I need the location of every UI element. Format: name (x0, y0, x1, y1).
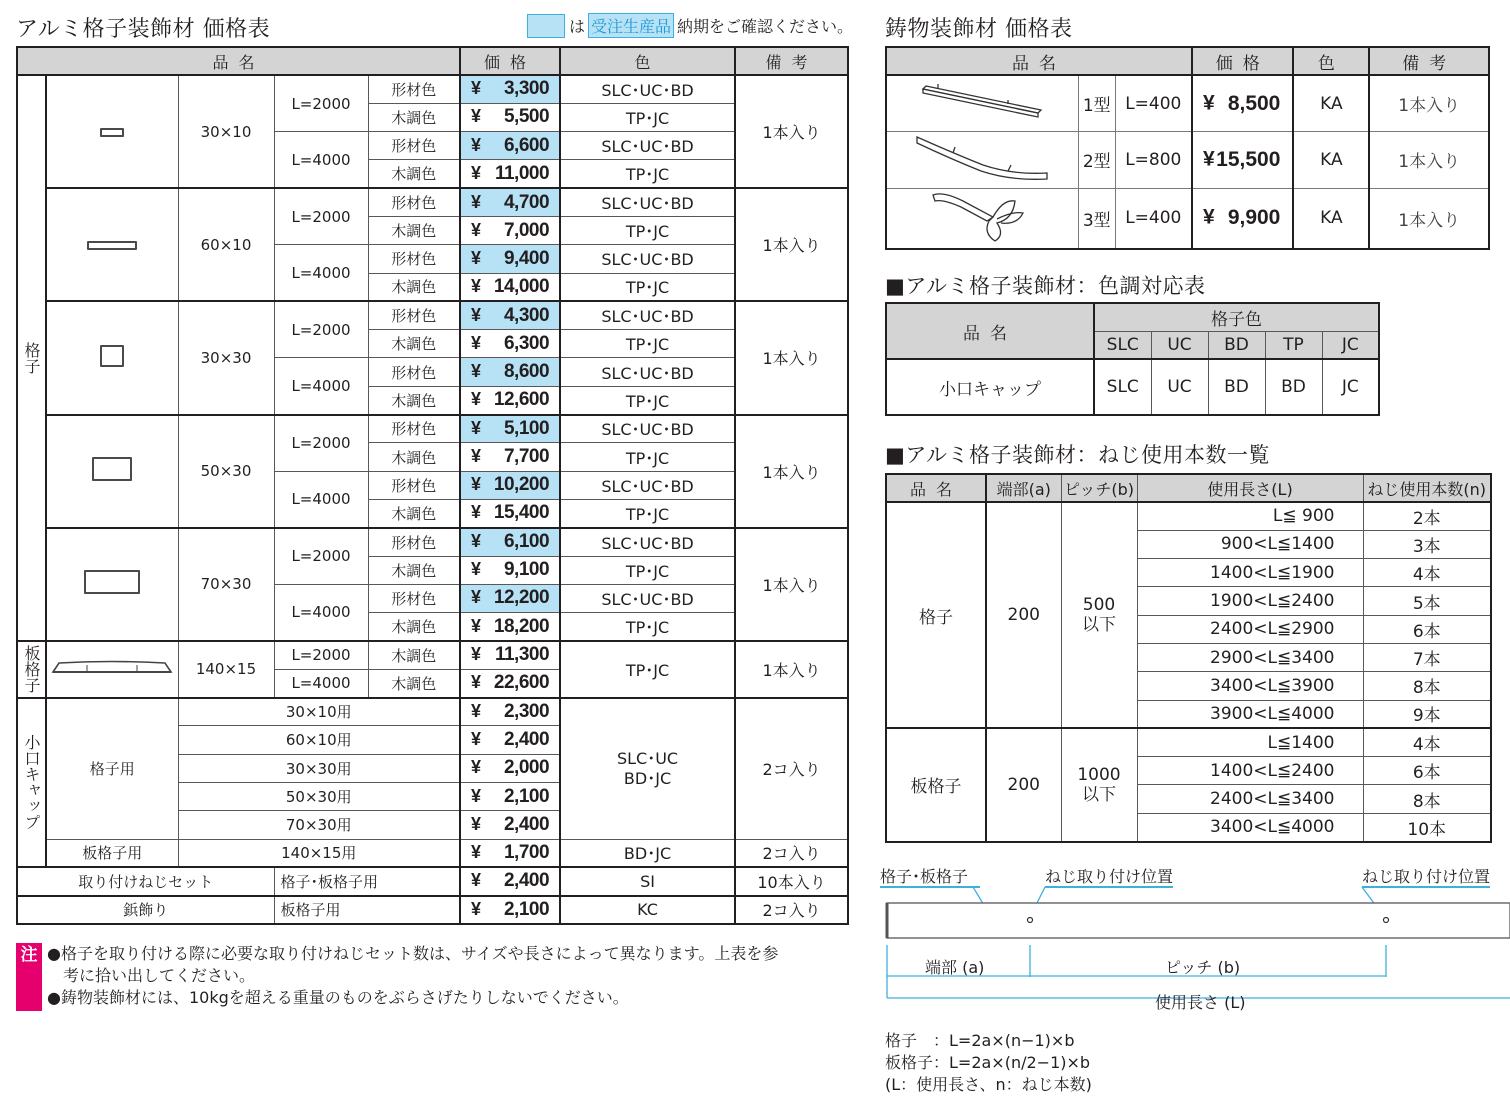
table-header-row (886, 474, 1491, 502)
price: ¥ 18,200 (460, 613, 560, 641)
price: ¥ 1,700 (460, 839, 560, 867)
cap-size: 70×30用 (178, 811, 460, 839)
cell: BD (1208, 359, 1265, 415)
board-lattice-section-icon (46, 641, 178, 698)
table-row (17, 301, 848, 329)
table-header-row (886, 47, 1489, 75)
screw-count: 10本 (1363, 813, 1491, 841)
header-name: 品名 (886, 303, 1094, 359)
finish: 木調色 (368, 641, 460, 669)
profile-section-icon (46, 188, 178, 301)
length: L=4000 (274, 245, 368, 302)
alumi-price-table (16, 46, 849, 925)
made-to-order-legend (527, 13, 853, 38)
note-line-1: ●格子を取り付ける際に必要な取り付けねじセット数は、サイズや長さによって異なります。上表を参 (47, 944, 779, 963)
size: 30×10 (178, 75, 274, 188)
table-row (17, 698, 848, 726)
table-header-row (886, 303, 1379, 331)
cast-price: ¥ 15,500 (1192, 132, 1293, 189)
price: ¥ 3,300 (460, 75, 560, 103)
color: SI (560, 867, 735, 895)
cap-size: 30×10用 (178, 698, 460, 726)
finish: 形材色 (368, 528, 460, 556)
cast-color: KA (1293, 132, 1369, 189)
size: 140×15 (178, 641, 274, 698)
price: ¥ 7,700 (460, 443, 560, 471)
length: L=4000 (274, 358, 368, 415)
price: ¥ 4,700 (460, 188, 560, 216)
color: SLC･UC･BD (560, 132, 735, 160)
formula-board-lattice: 板格子：L=2a×(n/2−1)×b (885, 1053, 1091, 1072)
header-price: 価格 (460, 47, 560, 75)
table-row (17, 75, 848, 103)
straight-bar-icon (886, 75, 1079, 132)
row-name: 小口キャップ (886, 359, 1094, 415)
length: L=4000 (274, 132, 368, 189)
price: ¥ 2,400 (460, 811, 560, 839)
legend-is: は (569, 17, 586, 36)
cell: BD (1265, 359, 1322, 415)
price: ¥ 9,100 (460, 556, 560, 584)
note-line-2: 考に拾い出してください。 (47, 966, 256, 985)
cast-color: KA (1293, 75, 1369, 132)
note: 2コ入り (735, 896, 848, 924)
formula-lattice: 格子 ：L=2a×(n−1)×b (885, 1031, 1075, 1050)
profile-section-icon (46, 75, 178, 188)
price: ¥ 5,500 (460, 103, 560, 131)
made-to-order-chip: 受注生産品 (588, 13, 674, 38)
color-correspondence-table (885, 302, 1380, 416)
header-note: 備考 (735, 47, 848, 75)
note: 1本入り (735, 301, 848, 414)
size: 30×30 (178, 301, 274, 414)
cast-price: ¥ 9,900 (1192, 188, 1293, 249)
price: ¥ 14,000 (460, 273, 560, 301)
use-length: 3400<L≦4000 (1137, 813, 1363, 841)
table-row (886, 75, 1489, 132)
screw-table-title: ■アルミ格子装飾材：ねじ使用本数一覧 (885, 443, 1270, 467)
color: TP･JC (560, 103, 735, 131)
table-row (886, 728, 1491, 756)
finish: 木調色 (368, 330, 460, 358)
use-length: 1400<L≦1900 (1137, 559, 1363, 587)
screw-hole-icon (1384, 918, 1389, 923)
screw-count: 6本 (1363, 757, 1491, 785)
price: ¥ 2,000 (460, 754, 560, 782)
length: L=4000 (274, 584, 368, 641)
table-row (17, 528, 848, 556)
col-slc: SLC (1094, 331, 1151, 359)
screw-count: 5本 (1363, 587, 1491, 615)
header-lattice-color: 格子色 (1094, 303, 1379, 331)
screw-count: 9本 (1363, 700, 1491, 728)
finish: 木調色 (368, 669, 460, 697)
cast-type: 1型 (1079, 75, 1115, 132)
finish: 形材色 (368, 415, 460, 443)
legend-suffix: 納期をご確認ください。 (677, 17, 854, 36)
color: KC (560, 896, 735, 924)
color: TP･JC (560, 613, 735, 641)
color: TP･JC (560, 216, 735, 244)
price: ¥ 8,600 (460, 358, 560, 386)
cap-size: 60×10用 (178, 726, 460, 754)
cast-color: KA (1293, 188, 1369, 249)
use-length: 2900<L≦3400 (1137, 643, 1363, 671)
table-row (17, 867, 848, 895)
finish: 形材色 (368, 471, 460, 499)
screw-pitch: 500 以下 (1061, 502, 1137, 728)
note: 1本入り (735, 528, 848, 641)
table-row (17, 415, 848, 443)
finish: 形材色 (368, 75, 460, 103)
finish: 木調色 (368, 499, 460, 527)
finish: 形材色 (368, 188, 460, 216)
leaf-bar-icon (886, 188, 1079, 249)
byo-label: 鋲飾り (17, 896, 274, 924)
price: ¥ 2,100 (460, 896, 560, 924)
color: SLC･UC･BD (560, 188, 735, 216)
screw-count-table (885, 473, 1492, 843)
header-name: 品名 (17, 47, 460, 75)
finish: 木調色 (368, 556, 460, 584)
screw-set-use: 格子･板格子用 (274, 867, 460, 895)
price: ¥ 6,100 (460, 528, 560, 556)
color: SLC･UC･BD (560, 245, 735, 273)
cap-size: 30×30用 (178, 754, 460, 782)
color: TP･JC (560, 273, 735, 301)
price: ¥ 22,600 (460, 669, 560, 697)
alumi-title: アルミ格子装飾材 価格表 (16, 17, 271, 42)
cast-price-table (885, 46, 1490, 250)
cap-size: 140×15用 (178, 839, 460, 867)
screw-count: 8本 (1363, 672, 1491, 700)
length: L=2000 (274, 641, 368, 669)
length: L=2000 (274, 528, 368, 585)
table-row (17, 188, 848, 216)
note: 1本入り (735, 188, 848, 301)
formula-legend: (L：使用長さ、n：ねじ本数) (885, 1075, 1092, 1094)
cast-type: 2型 (1079, 132, 1115, 189)
note-tag: 注 (16, 943, 42, 1011)
label-screw-1: ねじ取り付け位置 (1045, 867, 1174, 886)
finish: 木調色 (368, 613, 460, 641)
color: BD･JC (560, 839, 735, 867)
cast-length: L=400 (1115, 188, 1192, 249)
price: ¥ 5,100 (460, 415, 560, 443)
finish: 木調色 (368, 103, 460, 131)
profile-section-icon (46, 415, 178, 528)
category-koshi: 格子 (17, 75, 46, 641)
color: TP･JC (560, 556, 735, 584)
cast-note: 1本入り (1369, 188, 1489, 249)
col-tp: TP (1265, 331, 1322, 359)
use-length: 900<L≦1400 (1137, 530, 1363, 558)
price: ¥ 2,400 (460, 867, 560, 895)
color: TP･JC (560, 330, 735, 358)
length: L=4000 (274, 471, 368, 528)
price: ¥ 12,600 (460, 386, 560, 414)
length: L=4000 (274, 669, 368, 697)
label-end: 端部 (a) (925, 958, 985, 977)
use-length: L≦ 900 (1137, 502, 1363, 530)
cap-size: 50×30用 (178, 782, 460, 810)
byo-use: 板格子用 (274, 896, 460, 924)
color: TP･JC (560, 386, 735, 414)
cap-ita-label: 板格子用 (46, 839, 178, 867)
use-length: L≦1400 (1137, 728, 1363, 756)
finish: 木調色 (368, 160, 460, 188)
use-length: 1400<L≦2400 (1137, 757, 1363, 785)
category-cap: 小口キャップ (17, 698, 46, 868)
screw-count: 2本 (1363, 502, 1491, 530)
cast-note: 1本入り (1369, 132, 1489, 189)
header-price: 価格 (1192, 47, 1293, 75)
price: ¥ 10,200 (460, 471, 560, 499)
screw-pitch: 1000 以下 (1061, 728, 1137, 841)
screw-count: 3本 (1363, 530, 1491, 558)
size: 70×30 (178, 528, 274, 641)
screw-name: 格子 (886, 502, 986, 728)
note: 1本入り (735, 641, 848, 698)
use-length: 2400<L≦2900 (1137, 615, 1363, 643)
color: SLC･UC･BD (560, 471, 735, 499)
finish: 形材色 (368, 132, 460, 160)
table-row (17, 839, 848, 867)
label-pitch: ピッチ (b) (1165, 958, 1241, 977)
screw-count: 8本 (1363, 785, 1491, 813)
screw-count: 7本 (1363, 643, 1491, 671)
use-length: 2400<L≦3400 (1137, 785, 1363, 813)
header-name: 品名 (886, 47, 1192, 75)
length: L=2000 (274, 188, 368, 245)
header-count: ねじ使用本数(n) (1363, 474, 1491, 502)
finish: 木調色 (368, 443, 460, 471)
length: L=2000 (274, 75, 368, 132)
color: TP･JC (560, 499, 735, 527)
table-row (886, 359, 1379, 415)
screw-count: 6本 (1363, 615, 1491, 643)
use-length: 3900<L≦4000 (1137, 700, 1363, 728)
header-pitch: ピッチ(b) (1061, 474, 1137, 502)
screw-hole-icon (1028, 918, 1033, 923)
header-color: 色 (1293, 47, 1369, 75)
header-length: 使用長さ(L) (1137, 474, 1363, 502)
price: ¥ 4,300 (460, 301, 560, 329)
price: ¥ 11,000 (460, 160, 560, 188)
color: SLC･UC･BD (560, 528, 735, 556)
label-screw-2: ねじ取り付け位置 (1362, 867, 1491, 886)
color-table-title: ■アルミ格子装飾材：色調対応表 (885, 274, 1206, 298)
use-length: 1900<L≦2400 (1137, 587, 1363, 615)
price: ¥ 2,100 (460, 782, 560, 810)
note: 2コ入り (735, 839, 848, 867)
note: 1本入り (735, 75, 848, 188)
header-end: 端部(a) (986, 474, 1061, 502)
color: SLC･UC･BD (560, 358, 735, 386)
price: ¥ 15,400 (460, 499, 560, 527)
price: ¥ 9,400 (460, 245, 560, 273)
finish: 形材色 (368, 245, 460, 273)
price: ¥ 6,600 (460, 132, 560, 160)
screw-end: 200 (986, 728, 1061, 841)
cap-koshi-label: 格子用 (46, 698, 178, 839)
notes (16, 943, 872, 1011)
table-row (17, 641, 848, 669)
label-member: 格子･板格子 (880, 867, 969, 886)
size: 50×30 (178, 415, 274, 528)
table-row (886, 502, 1491, 530)
category-itakoshi: 板格子 (17, 641, 46, 698)
cast-length: L=800 (1115, 132, 1192, 189)
length: L=2000 (274, 415, 368, 472)
color: SLC･UC･BD (560, 584, 735, 612)
finish: 形材色 (368, 358, 460, 386)
highlight-swatch (527, 14, 565, 38)
color: SLC･UC･BD (560, 75, 735, 103)
color: SLC･UC･BD (560, 301, 735, 329)
header-note: 備考 (1369, 47, 1489, 75)
note: 2コ入り (735, 698, 848, 839)
profile-section-icon (46, 528, 178, 641)
cell: JC (1322, 359, 1379, 415)
col-bd: BD (1208, 331, 1265, 359)
cast-note: 1本入り (1369, 75, 1489, 132)
cast-price: ¥ 8,500 (1192, 75, 1293, 132)
table-row (886, 132, 1489, 189)
col-uc: UC (1151, 331, 1208, 359)
table-row (17, 896, 848, 924)
screw-count: 4本 (1363, 728, 1491, 756)
cell: UC (1151, 359, 1208, 415)
header-color: 色 (560, 47, 735, 75)
use-length: 3400<L≦3900 (1137, 672, 1363, 700)
color: TP･JC (560, 443, 735, 471)
cast-type: 3型 (1079, 188, 1115, 249)
price: ¥ 6,300 (460, 330, 560, 358)
price: ¥ 7,000 (460, 216, 560, 244)
finish: 形材色 (368, 584, 460, 612)
screw-set-label: 取り付けねじセット (17, 867, 274, 895)
price: ¥ 11,300 (460, 641, 560, 669)
note-line-3: ●鋳物装飾材には、10kgを超える重量のものをぶらさげたりしないでください。 (47, 988, 629, 1007)
finish: 木調色 (368, 273, 460, 301)
table-header-row (17, 47, 848, 75)
col-jc: JC (1322, 331, 1379, 359)
size: 60×10 (178, 188, 274, 301)
header-name: 品名 (886, 474, 986, 502)
price: ¥ 2,300 (460, 698, 560, 726)
color: TP･JC (560, 160, 735, 188)
price: ¥ 12,200 (460, 584, 560, 612)
color: TP･JC (560, 641, 735, 698)
note: 10本入り (735, 867, 848, 895)
table-row (886, 188, 1489, 249)
screw-count: 4本 (1363, 559, 1491, 587)
price: ¥ 2,400 (460, 726, 560, 754)
finish: 形材色 (368, 301, 460, 329)
finish: 木調色 (368, 386, 460, 414)
profile-section-icon (46, 301, 178, 414)
cell: SLC (1094, 359, 1151, 415)
screw-end: 200 (986, 502, 1061, 728)
cast-length: L=400 (1115, 75, 1192, 132)
label-length: 使用長さ (L) (1155, 993, 1246, 1012)
finish: 木調色 (368, 216, 460, 244)
cast-title: 鋳物装飾材 価格表 (885, 17, 1073, 42)
color: SLC･UC･BD (560, 415, 735, 443)
color: SLC･UC BD･JC (560, 698, 735, 839)
note: 1本入り (735, 415, 848, 528)
curved-bar-icon (886, 132, 1079, 189)
length: L=2000 (274, 301, 368, 358)
screw-name: 板格子 (886, 728, 986, 841)
